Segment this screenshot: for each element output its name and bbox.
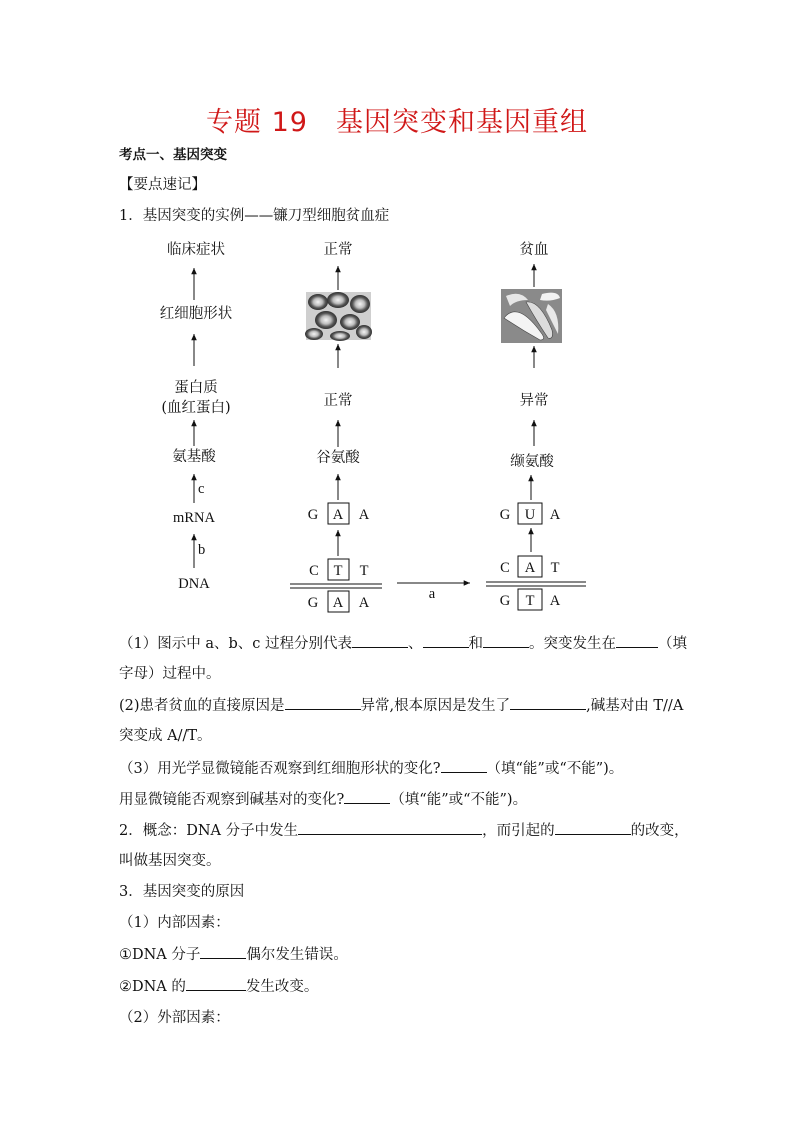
question-2-line-1 xyxy=(119,695,683,716)
answer-blank[interactable] xyxy=(298,820,482,835)
col3-dna-bottom-3: A xyxy=(549,593,561,609)
col3-mrna-base-1: G xyxy=(499,507,511,523)
item2-line-1 xyxy=(119,820,689,841)
col2-dna-top-2: T xyxy=(333,563,343,579)
question-text: 2．概念：DNA 分子中发生 xyxy=(119,823,299,839)
question-text: ，而引起的 xyxy=(482,823,555,839)
answer-blank[interactable] xyxy=(285,695,361,710)
answer-blank[interactable] xyxy=(441,758,487,773)
question-text: 发生改变。 xyxy=(245,979,319,995)
col1-phenotype: 临床症状 xyxy=(167,242,225,258)
process-a-label: a xyxy=(428,586,436,602)
question-text: ,碱基对由 T//A xyxy=(586,698,684,714)
question-text: 用显微镜能否观察到碱基对的变化? xyxy=(119,792,345,808)
col2-dna-bottom-2: A xyxy=(332,595,344,611)
answer-blank[interactable] xyxy=(483,633,529,648)
col3-phenotype: 贫血 xyxy=(519,242,549,258)
col2-mrna-base-3: A xyxy=(358,507,370,523)
answer-blank[interactable] xyxy=(555,820,631,835)
question-text: 偶尔发生错误。 xyxy=(246,947,348,963)
normal-red-blood-cells-image xyxy=(305,292,372,341)
answer-blank[interactable] xyxy=(344,789,390,804)
question-text: （3）用光学显微镜能否观察到红细胞形状的变化? xyxy=(119,761,441,777)
question-1-line-1 xyxy=(119,633,687,654)
summary-heading: 【要点速记】 xyxy=(119,177,206,193)
col3-dna-top-2: A xyxy=(524,560,536,576)
col1-protein: 蛋白质 xyxy=(174,380,218,396)
question-text: 、 xyxy=(408,636,423,652)
col3-mrna-base-3: A xyxy=(549,507,561,523)
col3-dna-bottom-2: T xyxy=(525,593,535,609)
col2-dna-bottom-3: A xyxy=(358,595,370,611)
col2-mrna-base-1: G xyxy=(307,507,319,523)
answer-blank[interactable] xyxy=(616,633,658,648)
question-3-line-2 xyxy=(119,789,527,810)
col1-mrna: mRNA xyxy=(173,510,215,526)
item3-cause-1 xyxy=(119,944,348,965)
question-text: 。突变发生在 xyxy=(529,636,616,652)
question-text: 的改变， xyxy=(630,823,689,839)
col2-dna-bottom-1: G xyxy=(307,595,319,611)
col3-dna-bottom-1: G xyxy=(499,593,511,609)
item1-heading: 1．基因突变的实例——镰刀型细胞贫血症 xyxy=(119,208,390,224)
question-text: （1）图示中 a、b、c 过程分别代表 xyxy=(119,636,352,652)
answer-blank[interactable] xyxy=(510,695,586,710)
question-3-line-1 xyxy=(119,758,623,779)
sickle-red-blood-cells-image xyxy=(501,289,562,343)
question-1-line-2: 字母）过程中。 xyxy=(119,666,221,682)
question-2-line-2: 突变成 A//T。 xyxy=(119,728,212,744)
process-b-label: b xyxy=(198,542,206,558)
sickle-cell-diagram xyxy=(0,230,794,630)
col2-dna-top-1: C xyxy=(309,563,319,579)
question-text: 和 xyxy=(468,636,483,652)
question-text: （填“能”或“不能”)。 xyxy=(390,792,528,808)
question-text: 异常,根本原因是发生了 xyxy=(360,698,511,714)
question-text: （填 xyxy=(658,636,687,652)
question-text: ②DNA 的 xyxy=(119,979,186,995)
answer-blank[interactable] xyxy=(200,944,246,959)
question-text: （填“能”或“不能”)。 xyxy=(486,761,624,777)
col1-protein-sub: (血红蛋白) xyxy=(161,400,231,416)
col3-protein-state: 异常 xyxy=(519,393,549,409)
col1-amino-acid: 氨基酸 xyxy=(172,449,216,465)
col2-dna-top-3: T xyxy=(359,563,369,579)
answer-blank[interactable] xyxy=(186,976,246,991)
item2-line-2: 叫做基因突变。 xyxy=(119,853,221,869)
item3-heading: 3．基因突变的原因 xyxy=(119,884,245,900)
section-heading: 考点一、基因突变 xyxy=(119,147,227,163)
answer-blank[interactable] xyxy=(423,633,469,648)
col2-protein-state: 正常 xyxy=(323,393,353,409)
question-text: (2)患者贫血的直接原因是 xyxy=(119,698,285,714)
col1-cell-shape: 红细胞形状 xyxy=(159,306,233,322)
answer-blank[interactable] xyxy=(352,633,408,648)
col2-mrna-base-2: A xyxy=(332,507,344,523)
col3-mrna-base-2: U xyxy=(524,507,536,523)
col2-phenotype: 正常 xyxy=(323,242,353,258)
col2-amino-acid: 谷氨酸 xyxy=(316,450,360,466)
col3-dna-top-3: T xyxy=(550,560,560,576)
item3-external-factors: （2）外部因素： xyxy=(119,1010,230,1026)
col3-amino-acid: 缬氨酸 xyxy=(510,454,554,470)
col1-dna: DNA xyxy=(178,576,210,592)
process-c-label: c xyxy=(198,481,205,497)
item3-internal-factors: （1）内部因素： xyxy=(119,915,230,931)
question-text: ①DNA 分子 xyxy=(119,947,201,963)
page-title: 专题 19 基因突变和基因重组 xyxy=(206,107,588,138)
col3-dna-top-1: C xyxy=(500,560,510,576)
item3-cause-2 xyxy=(119,976,318,997)
